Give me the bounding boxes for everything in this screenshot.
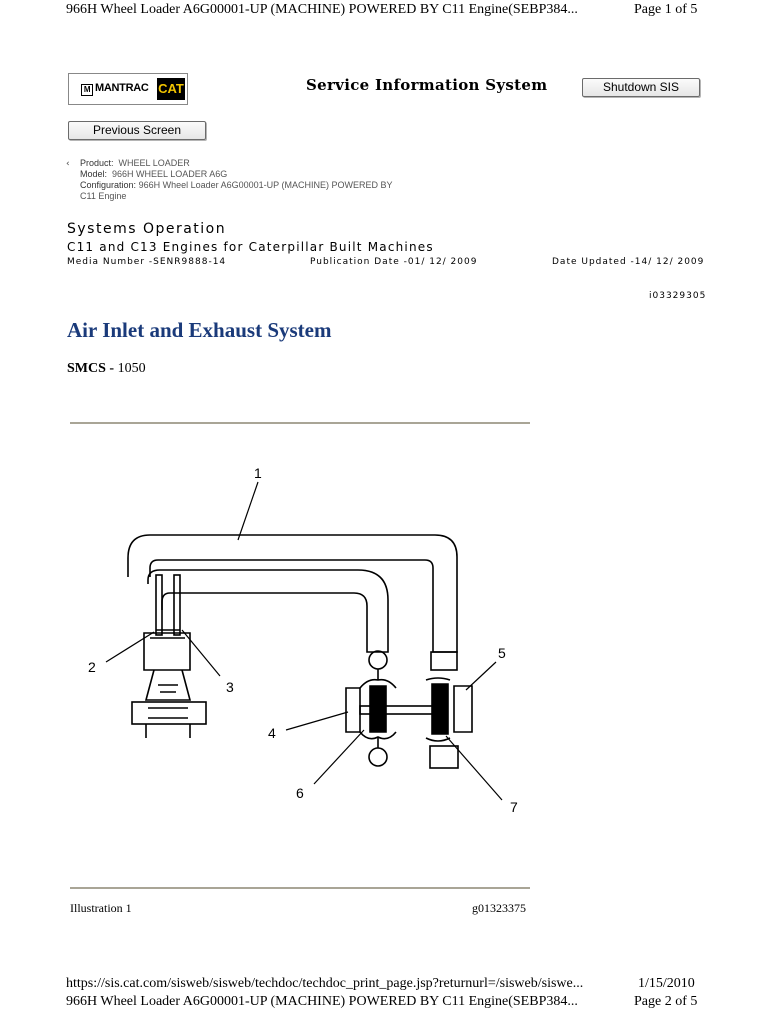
footer-url: https://sis.cat.com/sisweb/sisweb/techdoc/techdoc_print_page.jsp?returnurl=/sisweb/siswe... <box>66 976 584 991</box>
smcs-value: 1050 <box>117 361 146 376</box>
meta-config-cont: C11 Engine <box>80 191 127 201</box>
mantrac-logo-text: MANTRAC <box>95 82 149 94</box>
illustration-code: g01323375 <box>472 901 526 915</box>
air-inlet-housing <box>346 688 360 732</box>
page-title: Air Inlet and Exhaust System <box>67 318 332 342</box>
compressor-inlet <box>369 748 387 766</box>
mantrac-logo <box>81 82 149 96</box>
meta-model <box>80 169 227 180</box>
meta-product-label: Product: <box>80 158 114 168</box>
collapse-arrow-icon[interactable]: ‹ <box>66 159 70 169</box>
publication-date: Publication Date -01/ 12/ 2009 <box>310 257 478 267</box>
callout-7: 7 <box>510 799 518 815</box>
compressor-wheel <box>370 686 386 732</box>
brand-logo <box>68 73 188 105</box>
meta-product <box>80 158 190 169</box>
crankshaft <box>132 702 206 724</box>
callout-1: 1 <box>254 465 262 481</box>
shutdown-sis-button[interactable]: Shutdown SIS <box>582 78 700 97</box>
intake-valve <box>156 575 162 635</box>
previous-screen-button[interactable]: Previous Screen <box>68 121 206 140</box>
meta-model-label: Model: <box>80 169 108 179</box>
callout-4: 4 <box>268 725 276 741</box>
callout-5: 5 <box>498 645 506 661</box>
smcs-label: SMCS - <box>67 361 115 376</box>
meta-config-value: 966H Wheel Loader A6G00001-UP (MACHINE) POWERED BY <box>138 180 393 190</box>
callout-2: 2 <box>88 659 96 675</box>
cat-logo <box>157 78 185 100</box>
footer-title: 966H Wheel Loader A6G00001-UP (MACHINE) POWERED BY C11 Engine(SEBP384... <box>66 994 578 1009</box>
divider-top <box>70 422 530 424</box>
date-updated: Date Updated -14/ 12/ 2009 <box>552 257 705 267</box>
document-subtitle: C11 and C13 Engines for Caterpillar Built Machines <box>67 240 434 254</box>
callout-3: 3 <box>226 679 234 695</box>
meta-product-value: WHEEL LOADER <box>118 158 190 168</box>
turbine-outlet-pipe <box>431 652 457 670</box>
meta-model-value: 966H WHEEL LOADER A6G <box>112 169 228 179</box>
divider-bottom <box>70 887 530 889</box>
smcs-code <box>67 361 146 377</box>
exhaust-valve <box>174 575 180 635</box>
callout-6: 6 <box>296 785 304 801</box>
document-id: i03329305 <box>649 291 707 301</box>
turbine-inlet-pipe <box>430 746 458 768</box>
exhaust-outlet-housing <box>454 686 472 732</box>
turbine-wheel <box>432 684 448 734</box>
footer-page: Page 2 of 5 <box>634 994 698 1009</box>
cat-logo-text: CAT <box>158 81 184 96</box>
sis-title: Service Information System <box>306 76 548 94</box>
media-number: Media Number -SENR9888-14 <box>67 257 227 267</box>
print-header-page: Page 1 of 5 <box>634 2 698 17</box>
compressor-outlet <box>369 651 387 669</box>
meta-config-label: Configuration: <box>80 180 137 190</box>
pipe-inner <box>148 570 388 652</box>
footer-date: 1/15/2010 <box>638 976 695 991</box>
mantrac-mark-icon: M <box>81 84 93 96</box>
section-title: Systems Operation <box>67 221 227 237</box>
air-exhaust-diagram <box>70 440 540 840</box>
illustration-label: Illustration 1 <box>70 901 132 915</box>
meta-config <box>80 180 393 191</box>
print-header-title: 966H Wheel Loader A6G00001-UP (MACHINE) POWERED BY C11 Engine(SEBP384... <box>66 2 578 17</box>
